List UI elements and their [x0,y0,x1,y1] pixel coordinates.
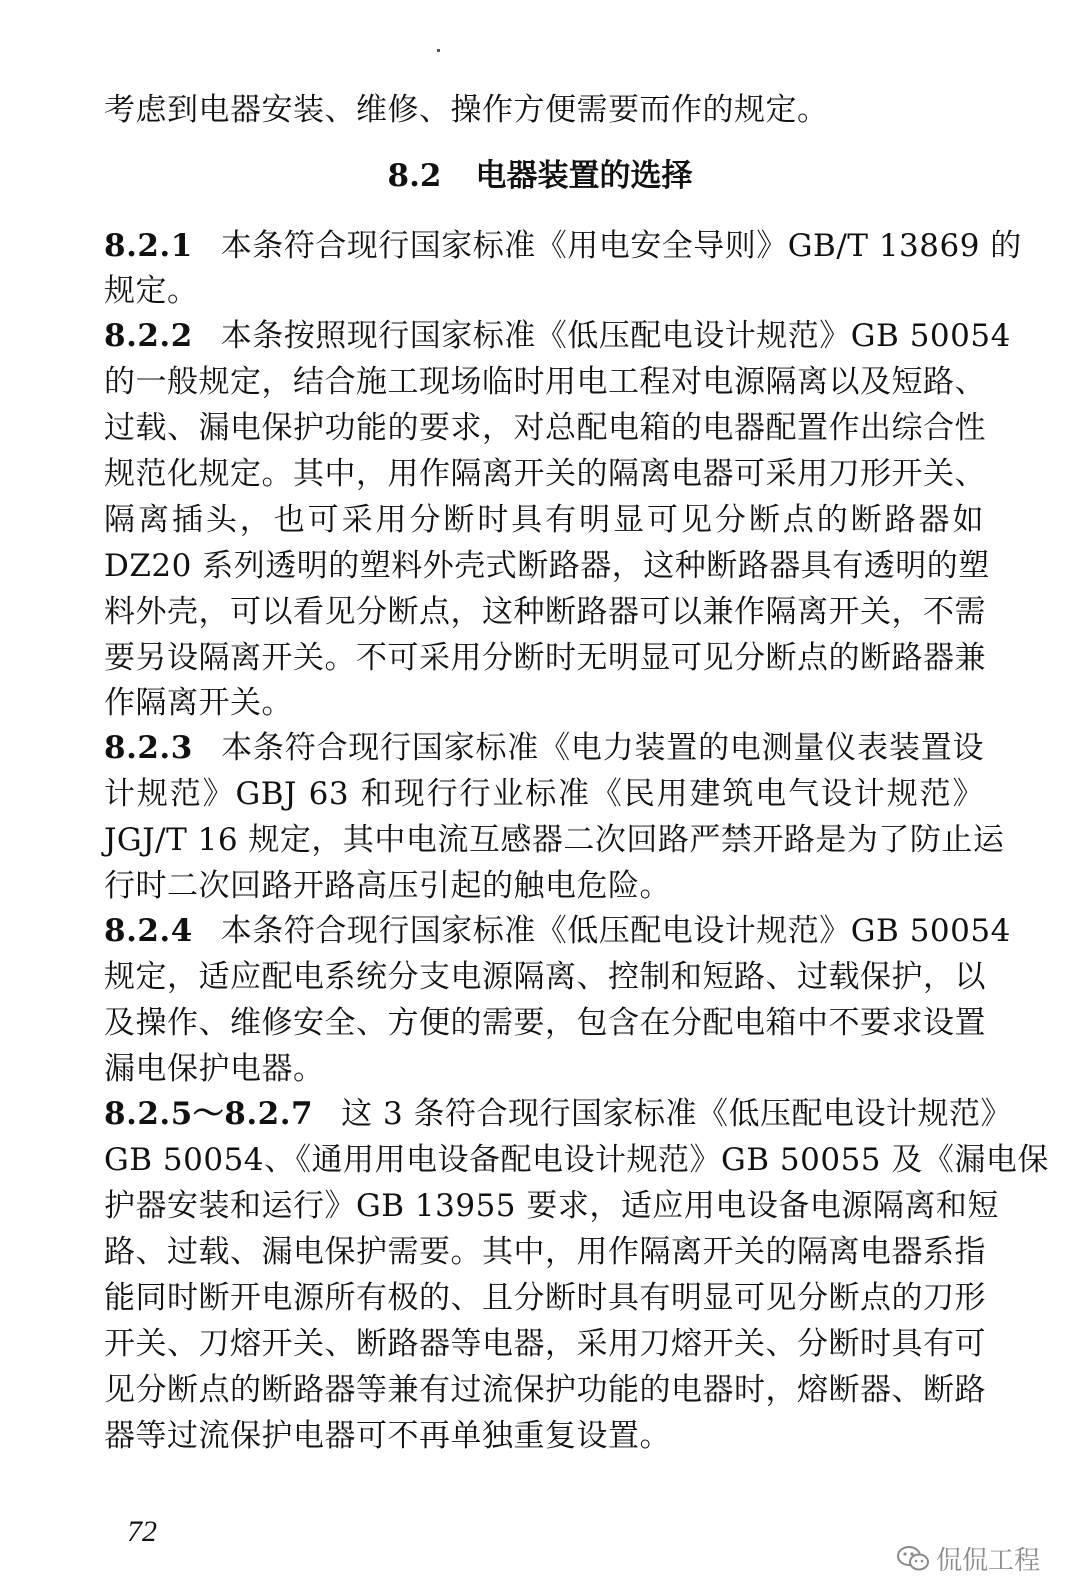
clause-line: 料外壳，可以看见分断点，这种断路器可以兼作隔离开关，不需 [104,594,986,630]
wechat-icon [896,1545,930,1573]
clause-line: 8.2.3 本条符合现行国家标准《电力装置的电测量仪表装置设 [104,730,984,766]
clause-number: 8.2.2 [104,318,193,354]
clause-line: 漏电保护电器。 [104,1051,325,1087]
clause-line: 8.2.4 本条符合现行国家标准《低压配电设计规范》GB 50054 [104,913,1011,949]
intro-line: 考虑到电器安装、维修、操作方便需要而作的规定。 [104,92,829,128]
clause-line: 及操作、维修安全、方便的需要，包含在分配电箱中不要求设置 [104,1005,986,1041]
clause-line: 隔离插头，也可采用分断时具有明显可见分断点的断路器如 [104,502,984,538]
clause-line: GB 50054、《通用用电设备配电设计规范》GB 50055 及《漏电保 [104,1142,1049,1178]
clause-line: 8.2.2 本条按照现行国家标准《低压配电设计规范》GB 50054 [104,318,1011,354]
clause-number: 8.2.4 [104,913,193,949]
section-title: 电器装置的选择 [475,158,693,194]
clause-line: 要另设隔离开关。不可采用分断时无明显可见分断点的断路器兼 [104,640,986,676]
clause-number: 8.2.3 [104,730,193,766]
clause-line: 路、过载、漏电保护需要。其中，用作隔离开关的隔离电器系指 [104,1234,986,1270]
clause-line: 见分断点的断路器等兼有过流保护功能的电器时，熔断器、断路 [104,1372,986,1408]
clause-line: DZ20 系列透明的塑料外壳式断路器，这种断路器具有透明的塑 [104,548,990,584]
clause-line: 的一般规定，结合施工现场临时用电工程对电源隔离以及短路、 [104,364,986,400]
clause-line: 8.2.5～8.2.7 这 3 条符合现行国家标准《低压配电设计规范》 [104,1096,1013,1132]
clause-number: 8.2.1 [104,228,193,264]
section-heading [0,156,1080,196]
watermark [896,1540,1040,1577]
clause-line: 护器安装和运行》GB 13955 要求，适应用电设备电源隔离和短 [104,1188,999,1224]
clause-line: 行时二次回路开路高压引起的触电危险。 [104,868,671,904]
section-number: 8.2 [387,158,442,194]
page-number: 72 [127,1515,157,1548]
watermark-text: 侃侃工程 [935,1546,1040,1576]
clause-line: 开关、刀熔开关、断路器等电器，采用刀熔开关、分断时具有可 [104,1326,986,1362]
clause-line: 器等过流保护电器可不再单独重复设置。 [104,1418,671,1454]
clause-line: 作隔离开关。 [104,685,293,721]
clause-line: 规定。 [104,273,199,309]
clause-line: 过载、漏电保护功能的要求，对总配电箱的电器配置作出综合性 [104,410,986,446]
clause-line: 规定，适应配电系统分支电源隔离、控制和短路、过载保护，以 [104,959,986,995]
clause-number: 8.2.5～8.2.7 [104,1096,314,1132]
clause-line: 能同时断开电源所有极的、且分断时具有明显可见分断点的刀形 [104,1280,986,1316]
clause-line: 计规范》GBJ 63 和现行行业标准《民用建筑电气设计规范》 [104,776,984,812]
scan-speck [437,49,440,52]
clause-line: 8.2.1 本条符合现行国家标准《用电安全导则》GB/T 13869 的 [104,228,1022,264]
clause-line: 规范化规定。其中，用作隔离开关的隔离电器可采用刀形开关、 [104,456,986,492]
clause-line: JGJ/T 16 规定，其中电流互感器二次回路严禁开路是为了防止运 [104,822,1005,858]
